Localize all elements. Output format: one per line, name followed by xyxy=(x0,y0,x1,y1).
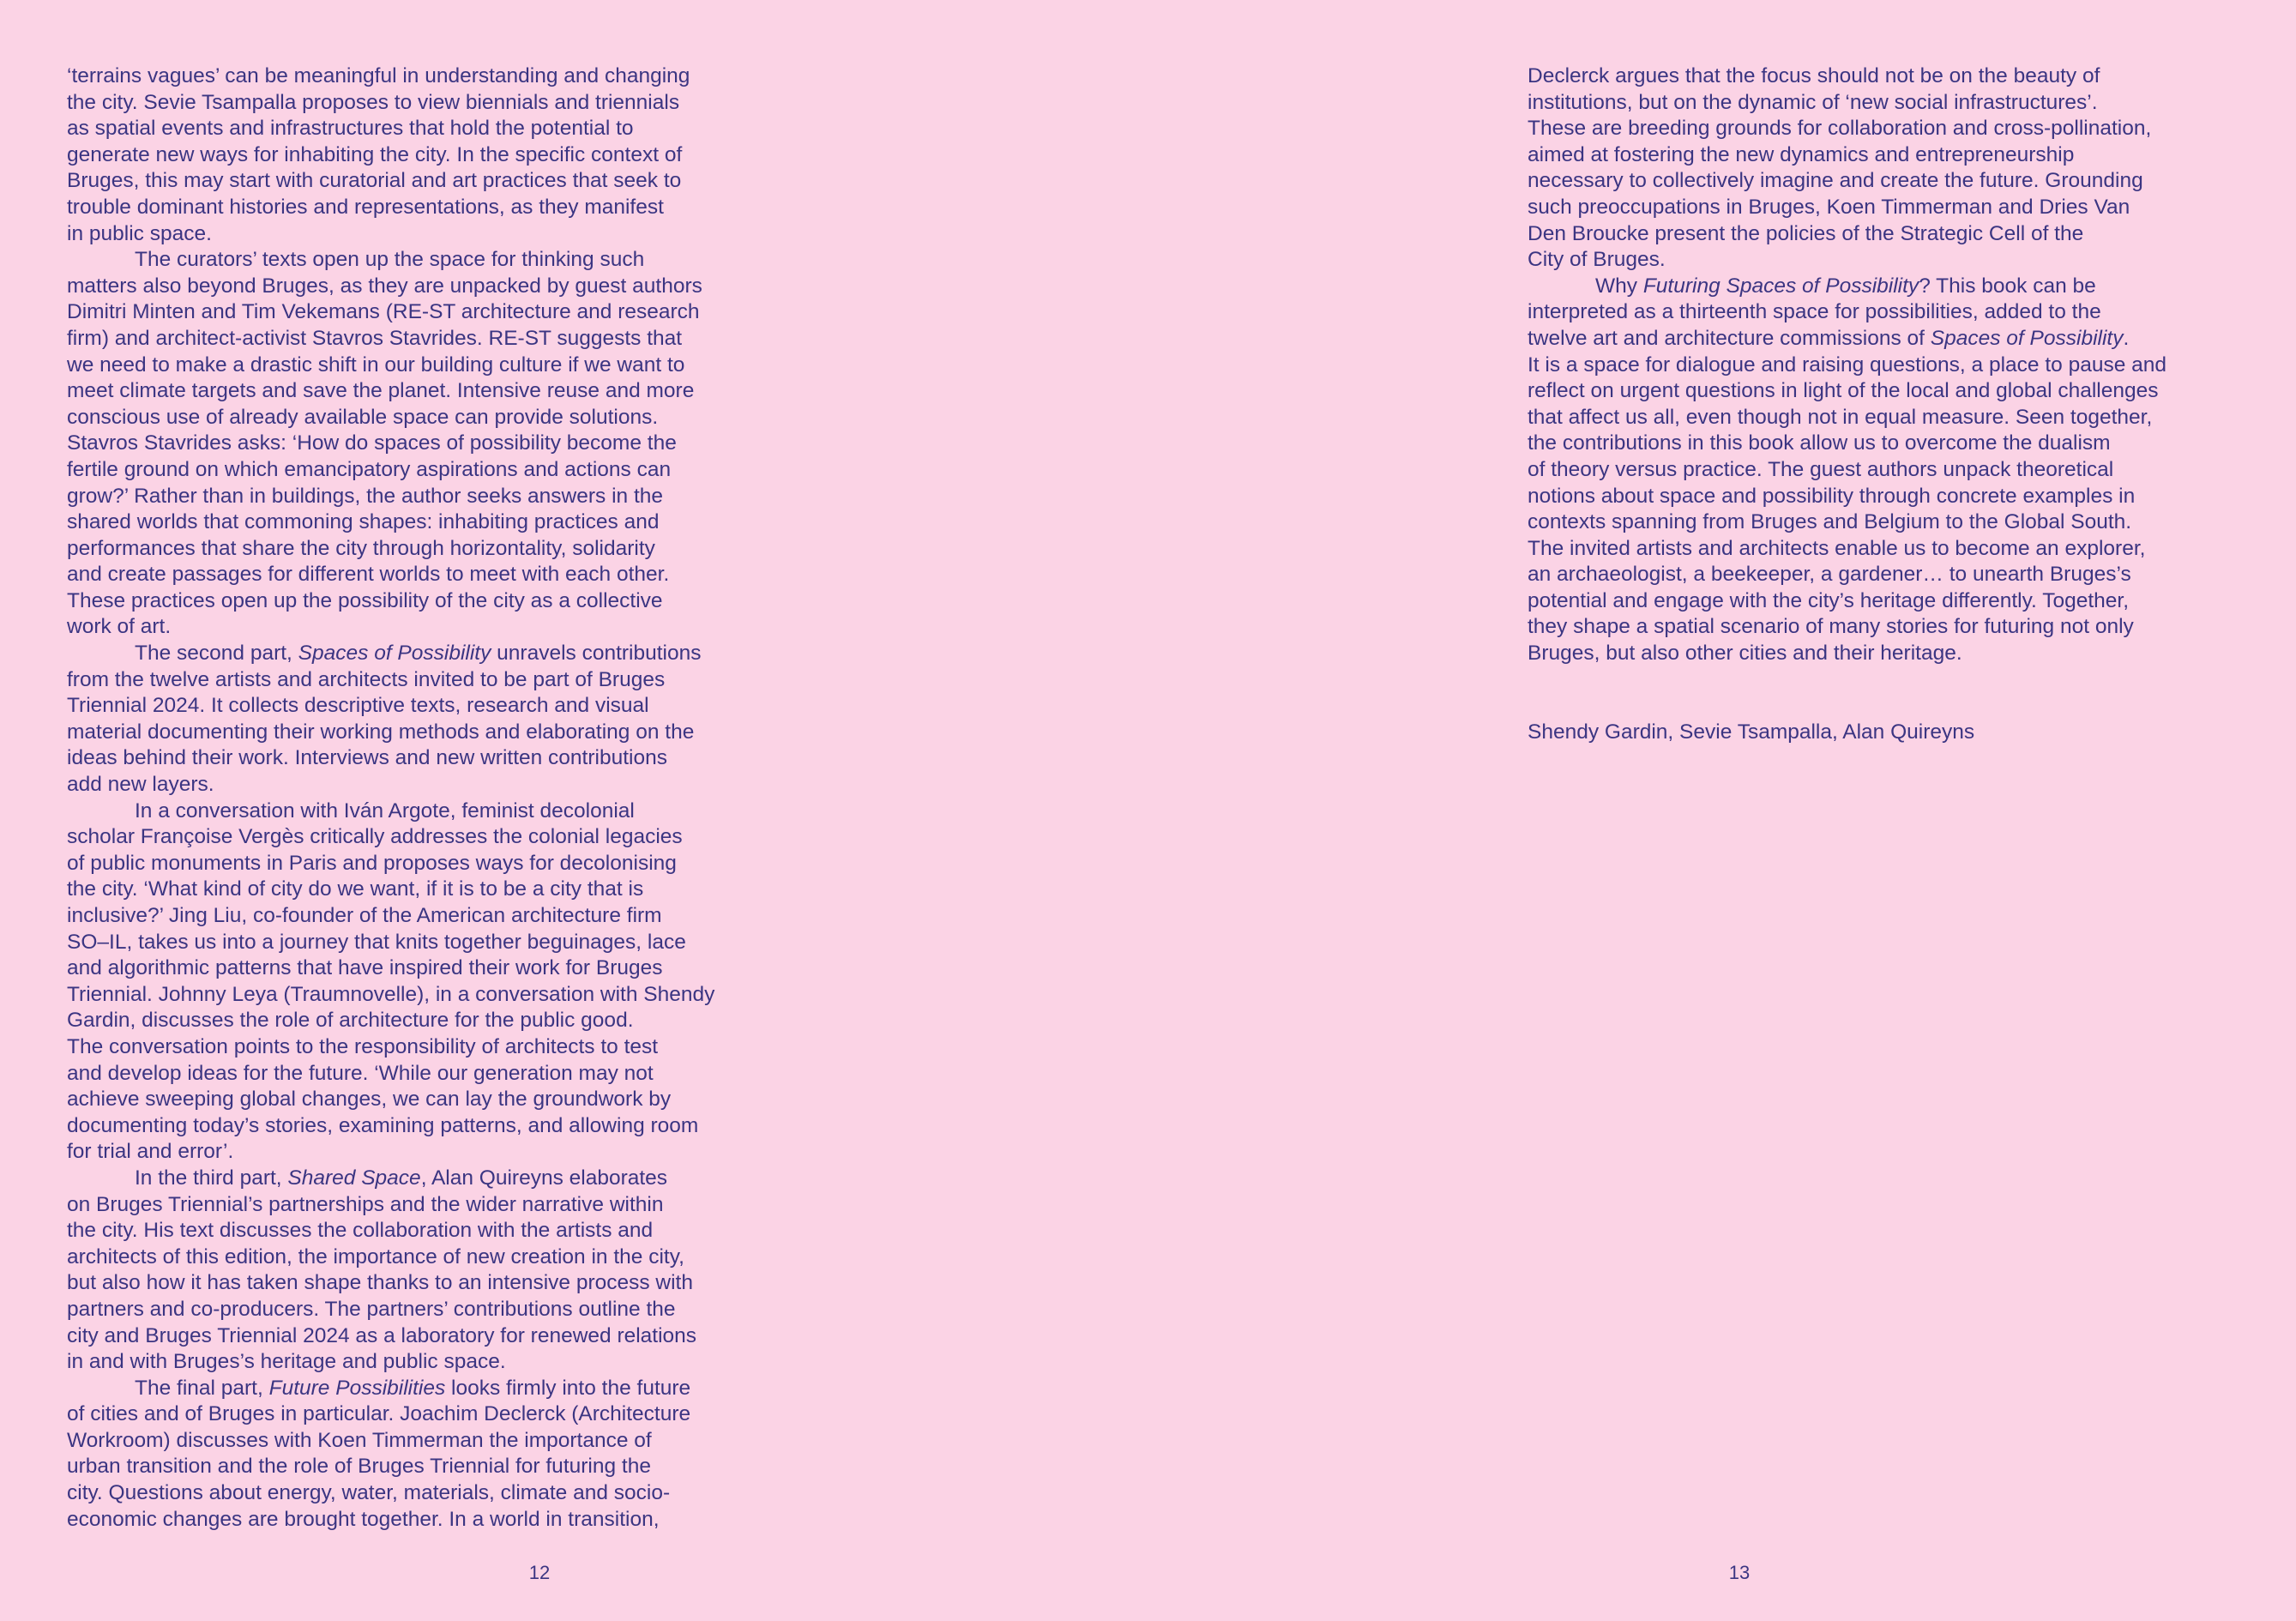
paragraph xyxy=(67,63,770,247)
text-line: and algorithmic patterns that have inspired their work for Bruges xyxy=(67,956,663,980)
page-number-right: 13 xyxy=(1728,1562,1751,1583)
text-line: of public monuments in Paris and proposes ways for decolonising xyxy=(67,851,677,875)
text-line: Bruges, but also other cities and their heritage. xyxy=(1528,642,1962,666)
text-line: shared worlds that commoning shapes: inhabiting practices and xyxy=(67,510,660,534)
left-text-column xyxy=(67,63,770,1533)
text-line: economic changes are brought together. In a world in transition, xyxy=(67,1507,660,1531)
text-line: These are breeding grounds for collaboration and cross-pollination, xyxy=(1528,117,2152,141)
text-line: meet climate targets and save the planet. Intensive reuse and more xyxy=(67,379,695,403)
text-line: urban transition and the role of Bruges Triennial for futuring the xyxy=(67,1455,651,1479)
text-line: matters also beyond Bruges, as they are unpacked by guest authors xyxy=(67,274,702,298)
text-line: material documenting their working methods and elaborating on the xyxy=(67,720,695,744)
text-line: achieve sweeping global changes, we can lay the groundwork by xyxy=(67,1088,672,1112)
text-line: Stavros Stavrides asks: ‘How do spaces of possibility become the xyxy=(67,431,677,455)
text-line: inclusive?’ Jing Liu, co-founder of the American architecture firm xyxy=(67,904,662,927)
text-line: aimed at fostering the new dynamics and entrepreneurship xyxy=(1528,142,2075,166)
text-line: ideas behind their work. Interviews and new written contributions xyxy=(67,746,667,770)
text-line: These practices open up the possibility of the city as a collective xyxy=(67,588,663,612)
text-line: scholar Françoise Vergès critically addresses the colonial legacies xyxy=(67,825,683,849)
text-line: in and with Bruges’s heritage and public space. xyxy=(67,1350,506,1374)
text-line: an archaeologist, a beekeeper, a gardener… to unearth Bruges’s xyxy=(1528,563,2131,587)
italic-title: Future Possibilities xyxy=(268,1376,446,1400)
right-text-column xyxy=(1528,63,2231,745)
italic-title: Futuring Spaces of Possibility xyxy=(1642,274,1919,298)
paragraph xyxy=(67,1376,770,1534)
text-line: necessary to collectively imagine and create the future. Grounding xyxy=(1528,169,2143,193)
text-line: The conversation points to the responsibility of architects to test xyxy=(67,1034,659,1058)
text-line: city and Bruges Triennial 2024 as a laboratory for renewed relations xyxy=(67,1323,697,1347)
text-line: the city. His text discusses the collaboration with the artists and xyxy=(67,1219,654,1243)
text-line: Bruges, this may start with curatorial and art practices that seek to xyxy=(67,169,682,193)
text-line: in public space. xyxy=(67,221,212,245)
text-line: we need to make a drastic shift in our building culture if we want to xyxy=(67,353,685,377)
text-line: add new layers. xyxy=(67,773,214,797)
text-line: as spatial events and infrastructures that hold the potential to xyxy=(67,117,634,141)
text-line: from the twelve artists and architects invited to be part of Bruges xyxy=(67,667,666,691)
text-line: Why Futuring Spaces of Possibility? This book can be xyxy=(1595,274,2096,298)
text-line: notions about space and possibility through concrete examples in xyxy=(1528,484,2136,508)
text-line: Dimitri Minten and Tim Vekemans (RE-ST architecture and research xyxy=(67,300,700,324)
text-line: In the third part, Shared Space, Alan Quireyns elaborates xyxy=(135,1166,668,1190)
text-line: SO–IL, takes us into a journey that knits together beguinages, lace xyxy=(67,930,686,954)
text-line: Triennial 2024. It collects descriptive texts, research and visual xyxy=(67,694,649,718)
paragraph xyxy=(1528,274,2231,667)
paragraph xyxy=(67,641,770,798)
text-line: Declerck argues that the focus should not be on the beauty of xyxy=(1528,64,2100,87)
text-line: they shape a spatial scenario of many stories for futuring not only xyxy=(1528,615,2134,639)
right-page xyxy=(1148,0,2295,1621)
text-line: the city. Sevie Tsampalla proposes to view biennials and triennials xyxy=(67,90,680,114)
text-line: architects of this edition, the importance of new creation in the city, xyxy=(67,1244,684,1268)
text-line: interpreted as a thirteenth space for possibilities, added to the xyxy=(1528,300,2101,324)
text-line: City of Bruges. xyxy=(1528,248,1666,272)
text-line: The invited artists and architects enable us to become an explorer, xyxy=(1528,536,2146,560)
text-line: the city. ‘What kind of city do we want, if it is to be a city that is xyxy=(67,877,644,901)
text-line: and develop ideas for the future. ‘While our generation may not xyxy=(67,1061,654,1085)
text-line: The curators’ texts open up the space for thinking such xyxy=(135,248,645,272)
text-line: documenting today’s stories, examining patterns, and allowing room xyxy=(67,1113,699,1137)
paragraph xyxy=(67,798,770,1166)
paragraph xyxy=(1528,63,2231,274)
text-line: Triennial. Johnny Leya (Traumnovelle), in a conversation with Shendy xyxy=(67,982,715,1006)
paragraph xyxy=(67,247,770,641)
text-line: partners and co-producers. The partners’ contributions outline the xyxy=(67,1297,676,1321)
italic-title: Spaces of Possibility xyxy=(1930,326,2124,350)
text-line: potential and engage with the city’s heritage differently. Together, xyxy=(1528,588,2130,612)
text-line: generate new ways for inhabiting the city. In the specific context of xyxy=(67,142,683,166)
text-line: It is a space for dialogue and raising questions, a place to pause and xyxy=(1528,353,2167,377)
text-line: of cities and of Bruges in particular. Joachim Declerck (Architecture xyxy=(67,1402,691,1426)
text-line: that affect us all, even though not in equal measure. Seen together, xyxy=(1528,405,2153,429)
italic-title: Shared Space xyxy=(287,1166,421,1190)
text-line: firm) and architect-activist Stavros Stavrides. RE-ST suggests that xyxy=(67,326,683,350)
text-line: and create passages for different worlds to meet with each other. xyxy=(67,563,670,587)
text-line: In a conversation with Iván Argote, feminist decolonial xyxy=(135,798,635,823)
text-line: The second part, Spaces of Possibility unravels contributions xyxy=(135,642,702,666)
text-line: performances that share the city through horizontality, solidarity xyxy=(67,536,655,560)
text-line: grow?’ Rather than in buildings, the author seeks answers in the xyxy=(67,484,664,508)
text-line: such preoccupations in Bruges, Koen Timmerman and Dries Van xyxy=(1528,195,2130,219)
text-line: work of art. xyxy=(67,615,172,639)
italic-title: Spaces of Possibility xyxy=(298,642,491,666)
text-line: the contributions in this book allow us to overcome the dualism xyxy=(1528,431,2111,455)
text-line: Gardin, discusses the role of architecture for the public good. xyxy=(67,1009,634,1033)
text-line: twelve art and architecture commissions of Spaces of Possibility. xyxy=(1528,326,2130,350)
text-line: on Bruges Triennial’s partnerships and the wider narrative within xyxy=(67,1192,664,1216)
text-line: conscious use of already available space can provide solutions. xyxy=(67,405,659,429)
text-line: Den Broucke present the policies of the Strategic Cell of the xyxy=(1528,221,2084,245)
text-line: of theory versus practice. The guest authors unpack theoretical xyxy=(1528,457,2114,481)
text-line: Workroom) discusses with Koen Timmerman the importance of xyxy=(67,1428,652,1452)
text-line: contexts spanning from Bruges and Belgium to the Global South. xyxy=(1528,510,2132,534)
text-line: trouble dominant histories and representations, as they manifest xyxy=(67,195,664,219)
page-number-left: 12 xyxy=(528,1562,551,1583)
text-line: reflect on urgent questions in light of the local and global challenges xyxy=(1528,379,2159,403)
text-line: ‘terrains vagues’ can be meaningful in understanding and changing xyxy=(67,64,690,87)
text-line: The final part, Future Possibilities looks firmly into the future xyxy=(135,1376,691,1400)
paragraph xyxy=(67,1166,770,1376)
signature: Shendy Gardin, Sevie Tsampalla, Alan Quireyns xyxy=(1528,720,1975,744)
text-line: institutions, but on the dynamic of ‘new social infrastructures’. xyxy=(1528,90,2098,114)
text-line: fertile ground on which emancipatory aspirations and actions can xyxy=(67,457,672,481)
text-line: city. Questions about energy, water, materials, climate and socio- xyxy=(67,1481,671,1505)
text-line: but also how it has taken shape thanks to an intensive process with xyxy=(67,1271,693,1295)
text-line: for trial and error’. xyxy=(67,1140,234,1164)
